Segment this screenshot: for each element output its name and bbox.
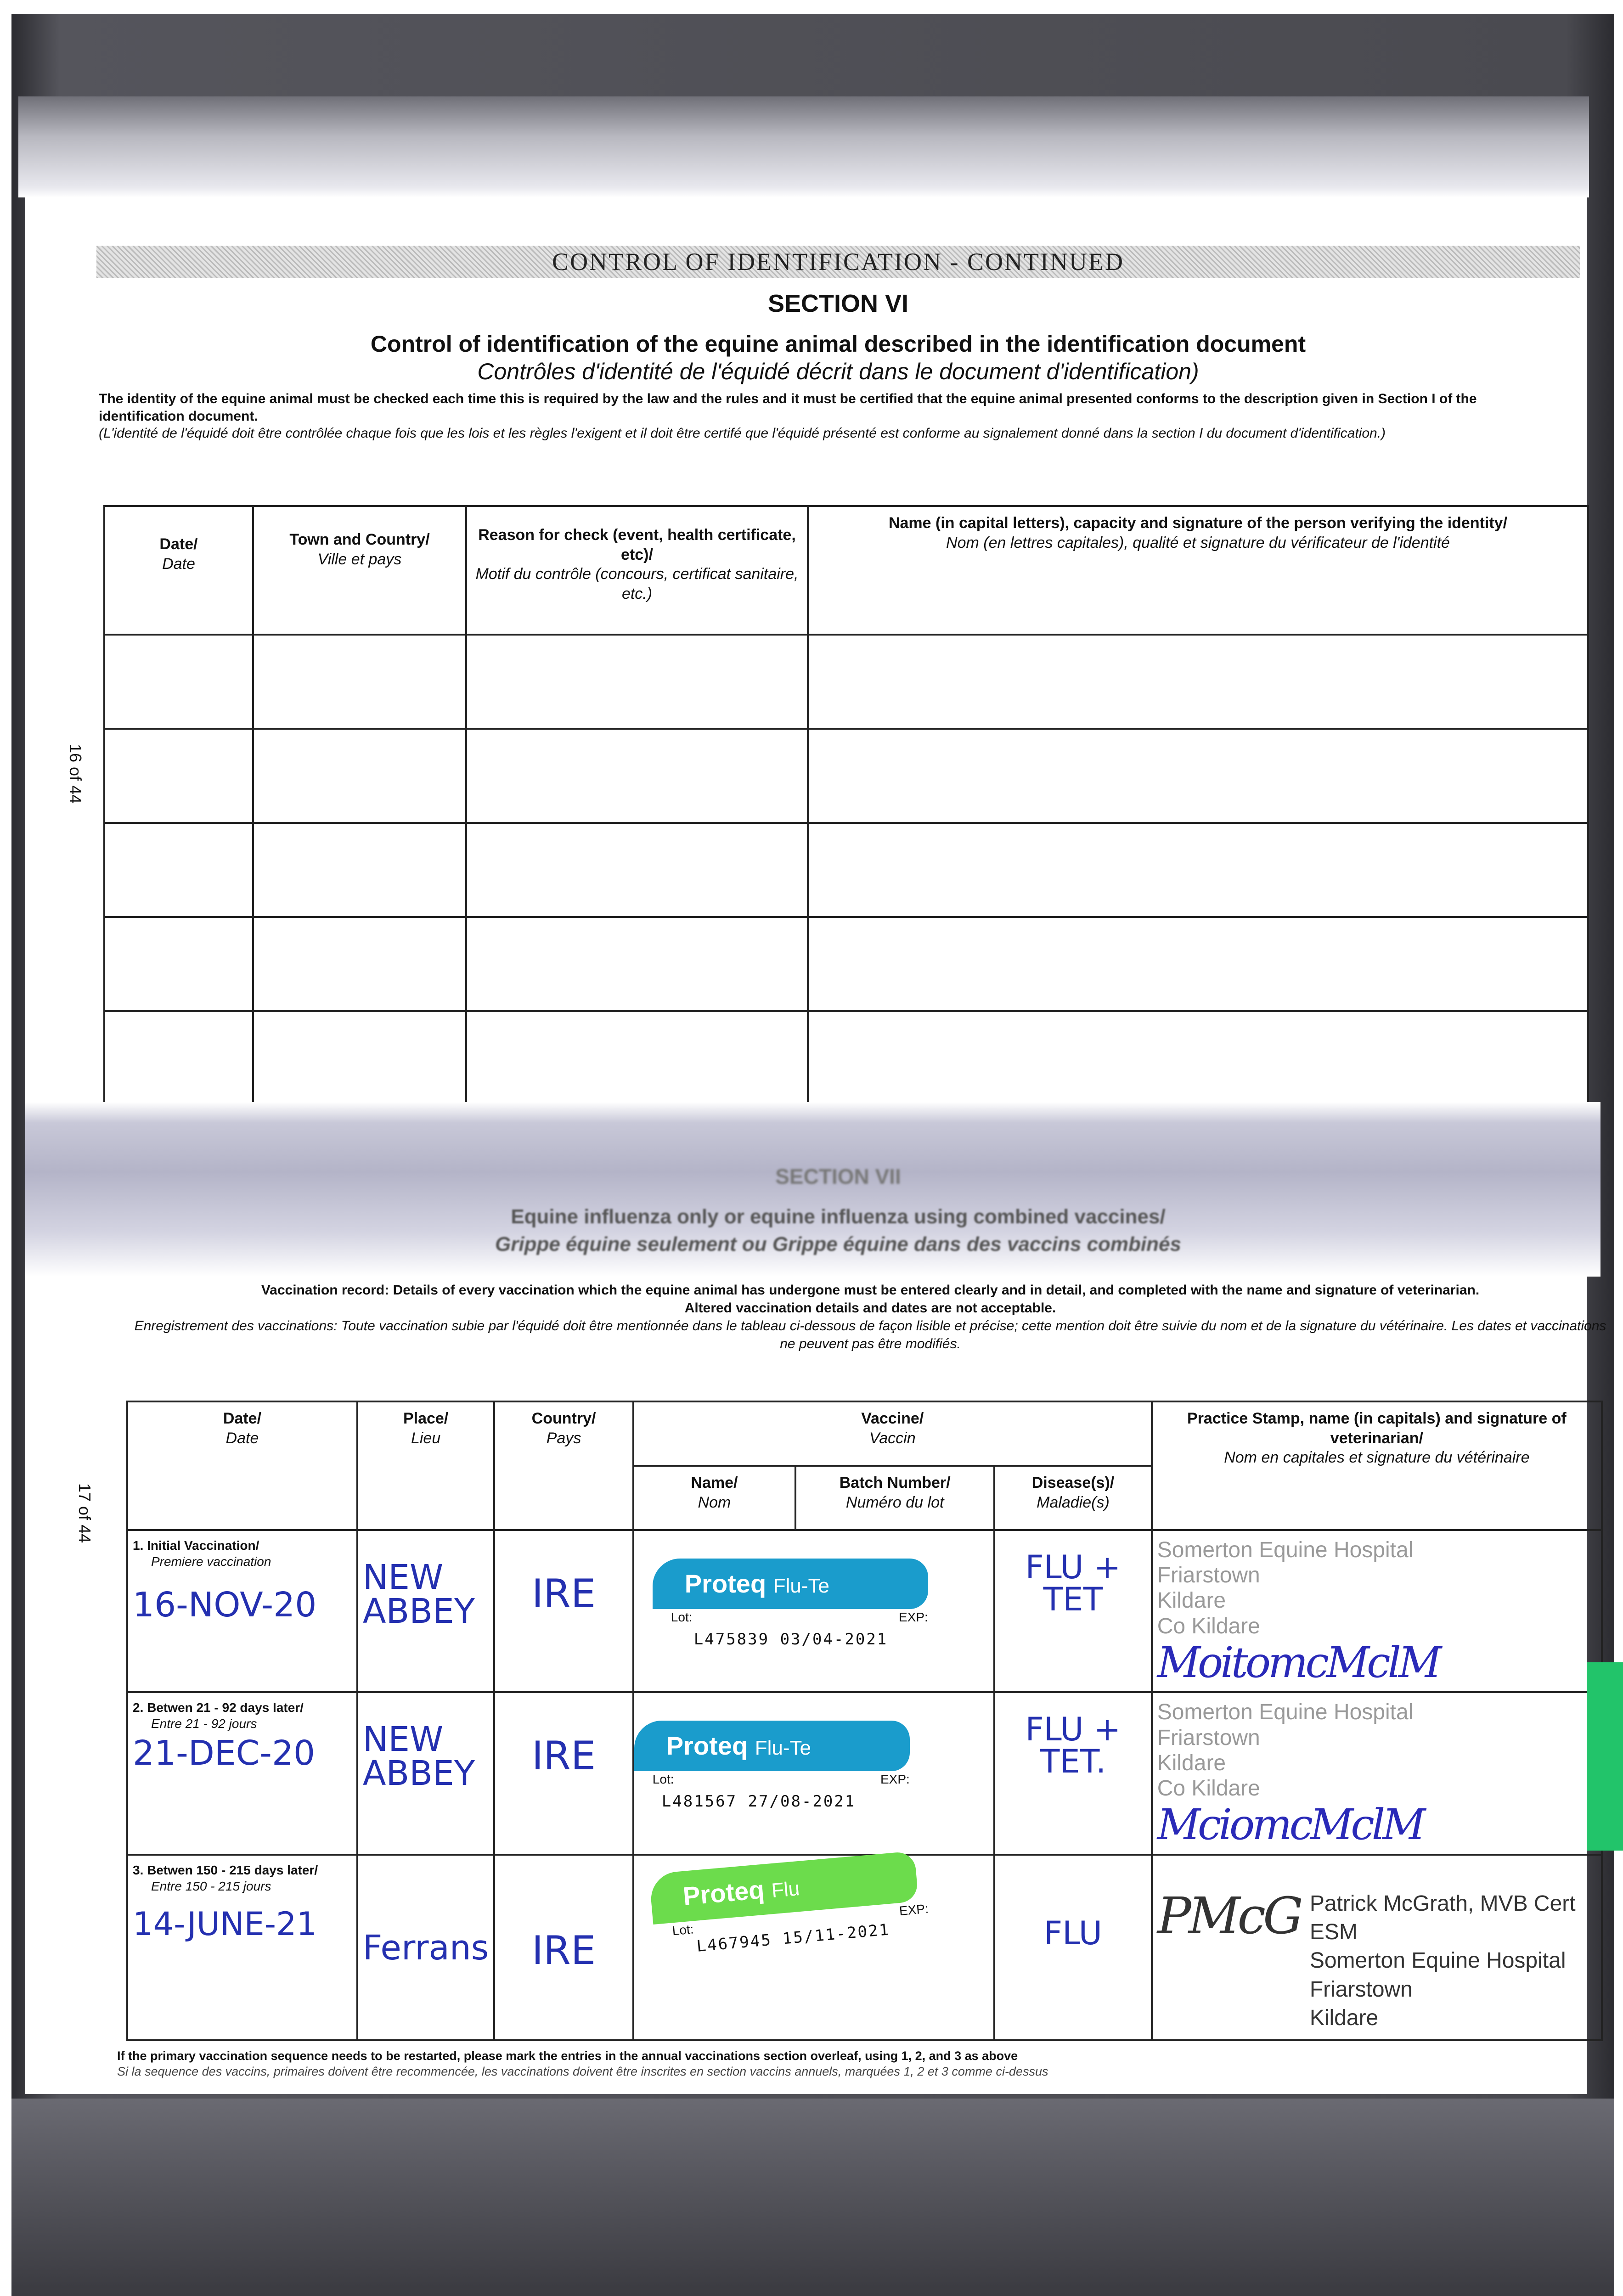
- table-row: [104, 823, 1588, 917]
- cell[interactable]: [104, 823, 253, 917]
- col-vaccine-name: Name/ Nom: [633, 1466, 795, 1530]
- table-row: [104, 635, 1588, 729]
- col-practice: Practice Stamp, name (in capitals) and signature of veterinarian/ Nom en capitales et signature du vétérinaire: [1152, 1401, 1602, 1530]
- section-6-title-en: Control of identification of the equine animal described in the identification document: [370, 331, 1306, 357]
- col-batch: Batch Number/ Numéro du lot: [795, 1466, 994, 1530]
- vet-signature: PMcG: [1157, 1886, 1301, 1945]
- col-town: Town and Country/ Ville et pays: [253, 506, 466, 635]
- cell[interactable]: [253, 635, 466, 729]
- date-cell[interactable]: 2. Betwen 21 - 92 days later/ Entre 21 - 92 jours 21-DEC-20: [127, 1692, 357, 1854]
- cell[interactable]: [104, 635, 253, 729]
- practice-stamp: Somerton Equine Hospital Friarstown Kildare Co Kildare: [1157, 1700, 1414, 1801]
- section-6-intro-fr: (L'identité de l'équidé doit être contrôlée chaque fois que les lois et les règles l'exigent et il doit être certifé que l'équidé présenté est conforme au signalement donné dans la section I du document d'identification.): [99, 426, 1386, 441]
- lot-number: L481567: [661, 1792, 738, 1811]
- col-country: Country/ Pays: [494, 1401, 633, 1530]
- section-7-intro-en-2: Altered vaccination details and dates are not acceptable.: [684, 1300, 1056, 1316]
- col-date: Date/ Date: [104, 506, 253, 635]
- place-cell[interactable]: NEW ABBEY: [357, 1692, 494, 1854]
- section-6-heading: SECTION VI: [767, 290, 909, 317]
- cell[interactable]: [466, 635, 808, 729]
- expiry: 27/08-2021: [748, 1792, 856, 1811]
- expiry: 15/11-2021: [782, 1920, 891, 1948]
- section-6-intro-en: The identity of the equine animal must be checked each time this is required by the law and the rules and it must be certified that the equine animal presented conforms to the description given in Section I of the identification document.: [99, 391, 1477, 424]
- page-number-upper: 16 of 44: [66, 744, 85, 804]
- footer-note-fr: Si la sequence des vaccins, primaires doivent être recommencée, les vaccinations doivent être inscrites en section vaccins annuels, marquées 1, 2 et 3 comme ci-dessus: [117, 2064, 1048, 2078]
- date-cell[interactable]: 3. Betwen 150 - 215 days later/ Entre 150 - 215 jours 14-JUNE-21: [127, 1855, 357, 2040]
- table-row: [104, 917, 1588, 1011]
- cell[interactable]: [466, 823, 808, 917]
- expiry: 03/04-2021: [780, 1630, 888, 1649]
- vaccine-sticker: Proteq Flu-Te Lot: EXP: L475839 03/04-2021: [633, 1530, 994, 1692]
- cell[interactable]: [466, 1011, 808, 1105]
- cell[interactable]: [808, 635, 1588, 729]
- plastic-sleeve-edge: [18, 96, 1589, 197]
- cell[interactable]: [466, 917, 808, 1011]
- cell[interactable]: [808, 729, 1588, 823]
- place-cell[interactable]: Ferrans: [357, 1855, 494, 2040]
- footer-note: [117, 2048, 1564, 2080]
- col-reason: Reason for check (event, health certificate, etc)/ Motif du contrôle (concours, certificat sanitaire, etc.): [466, 506, 808, 635]
- proteq-label: Proteq Flu-Te: [634, 1721, 910, 1771]
- section-7-intro-fr: Enregistrement des vaccinations: Toute vaccination subie par l'équidé doit être mentionnée dans le tableau ci-dessous de façon lisible et précise; cette mention doit être suivie du nom et de la signature du vétérinaire. Les dates et vaccinations ne peuvent pas être modifiés.: [134, 1318, 1606, 1351]
- practice-stamp: Somerton Equine Hospital Friarstown Kildare Co Kildare: [1157, 1538, 1414, 1638]
- cell[interactable]: [466, 729, 808, 823]
- vet-signature: MciomcMclM: [1157, 1800, 1423, 1850]
- cell[interactable]: [808, 917, 1588, 1011]
- lot-number: L467945: [696, 1930, 773, 1956]
- vaccine-sticker: Proteq Flu Lot: EXP: L467945 15/11-2021: [633, 1855, 994, 2040]
- cell[interactable]: [253, 729, 466, 823]
- section-7-title-en: Equine influenza only or equine influenza using combined vaccines/: [511, 1205, 1166, 1228]
- section-7-title-fr: Grippe équine seulement ou Grippe équine dans des vaccins combinés: [495, 1233, 1181, 1255]
- vaccination-row: [127, 1530, 1602, 1692]
- proteq-label: Proteq Flu: [649, 1851, 919, 1924]
- disease-cell[interactable]: FLU: [994, 1855, 1151, 2040]
- table-row: [104, 729, 1588, 823]
- section-7-intro-en: Vaccination record: Details of every vaccination which the equine animal has undergone must be entered clearly and in detail, and completed with the name and signature of veterinarian.: [261, 1283, 1480, 1298]
- vaccination-row: [127, 1855, 1602, 2040]
- green-page-tab[interactable]: [1587, 1662, 1623, 1851]
- identity-check-table: [103, 505, 1589, 1106]
- section-6-intro: [99, 390, 1559, 442]
- lot-number: L475839: [693, 1630, 770, 1649]
- cell[interactable]: [808, 1011, 1588, 1105]
- country-cell[interactable]: IRE: [494, 1855, 633, 2040]
- col-disease: Disease(s)/ Maladie(s): [994, 1466, 1151, 1530]
- page-number-lower: 17 of 44: [75, 1483, 94, 1543]
- section-7-intro: [133, 1281, 1607, 1353]
- cell[interactable]: [253, 1011, 466, 1105]
- col-verifier: Name (in capital letters), capacity and signature of the person verifying the identity/ Nom (en lettres capitales), qualité et signature du vérificateur de l'identité: [808, 506, 1588, 635]
- col-vaccine: Vaccine/ Vaccin: [633, 1401, 1152, 1466]
- practice-cell: [1152, 1530, 1602, 1692]
- section-7-heading: SECTION VII: [775, 1165, 901, 1188]
- cell[interactable]: [253, 823, 466, 917]
- col-date: Date/ Date: [127, 1401, 357, 1530]
- proteq-label: Proteq Flu-Te: [653, 1559, 928, 1609]
- practice-cell: [1152, 1855, 1602, 2040]
- disease-cell[interactable]: FLU + TET: [994, 1530, 1151, 1692]
- cell[interactable]: [104, 729, 253, 823]
- country-cell[interactable]: IRE: [494, 1692, 633, 1854]
- practice-cell: [1152, 1692, 1602, 1854]
- cell[interactable]: [104, 917, 253, 1011]
- col-place: Place/ Lieu: [357, 1401, 494, 1530]
- vaccination-table: [126, 1401, 1603, 2041]
- vaccine-sticker: Proteq Flu-Te Lot: EXP: L481567 27/08-2021: [633, 1692, 994, 1854]
- footer-note-en: If the primary vaccination sequence needs to be restarted, please mark the entries in the annual vaccinations section overleaf, using 1, 2, and 3 as above: [117, 2049, 1018, 2063]
- section-6-title-fr: Contrôles d'identité de l'équidé décrit dans le document d'identification): [477, 359, 1199, 384]
- vet-stamp: Patrick McGrath, MVB Cert ESM Somerton Equine Hospital Friarstown Kildare: [1309, 1891, 1576, 2031]
- cell[interactable]: [104, 1011, 253, 1105]
- date-cell[interactable]: 1. Initial Vaccination/ Premiere vaccination 16-NOV-20: [127, 1530, 357, 1692]
- table-row: [104, 1011, 1588, 1105]
- cell[interactable]: [253, 917, 466, 1011]
- cell[interactable]: [808, 823, 1588, 917]
- section-banner: CONTROL OF IDENTIFICATION - CONTINUED: [96, 246, 1580, 278]
- country-cell[interactable]: IRE: [494, 1530, 633, 1692]
- place-cell[interactable]: NEW ABBEY: [357, 1530, 494, 1692]
- scan-bottom-edge: [11, 2099, 1614, 2296]
- vet-signature: MoitomcMclM: [1157, 1638, 1439, 1687]
- vaccination-row: [127, 1692, 1602, 1854]
- disease-cell[interactable]: FLU + TET.: [994, 1692, 1151, 1854]
